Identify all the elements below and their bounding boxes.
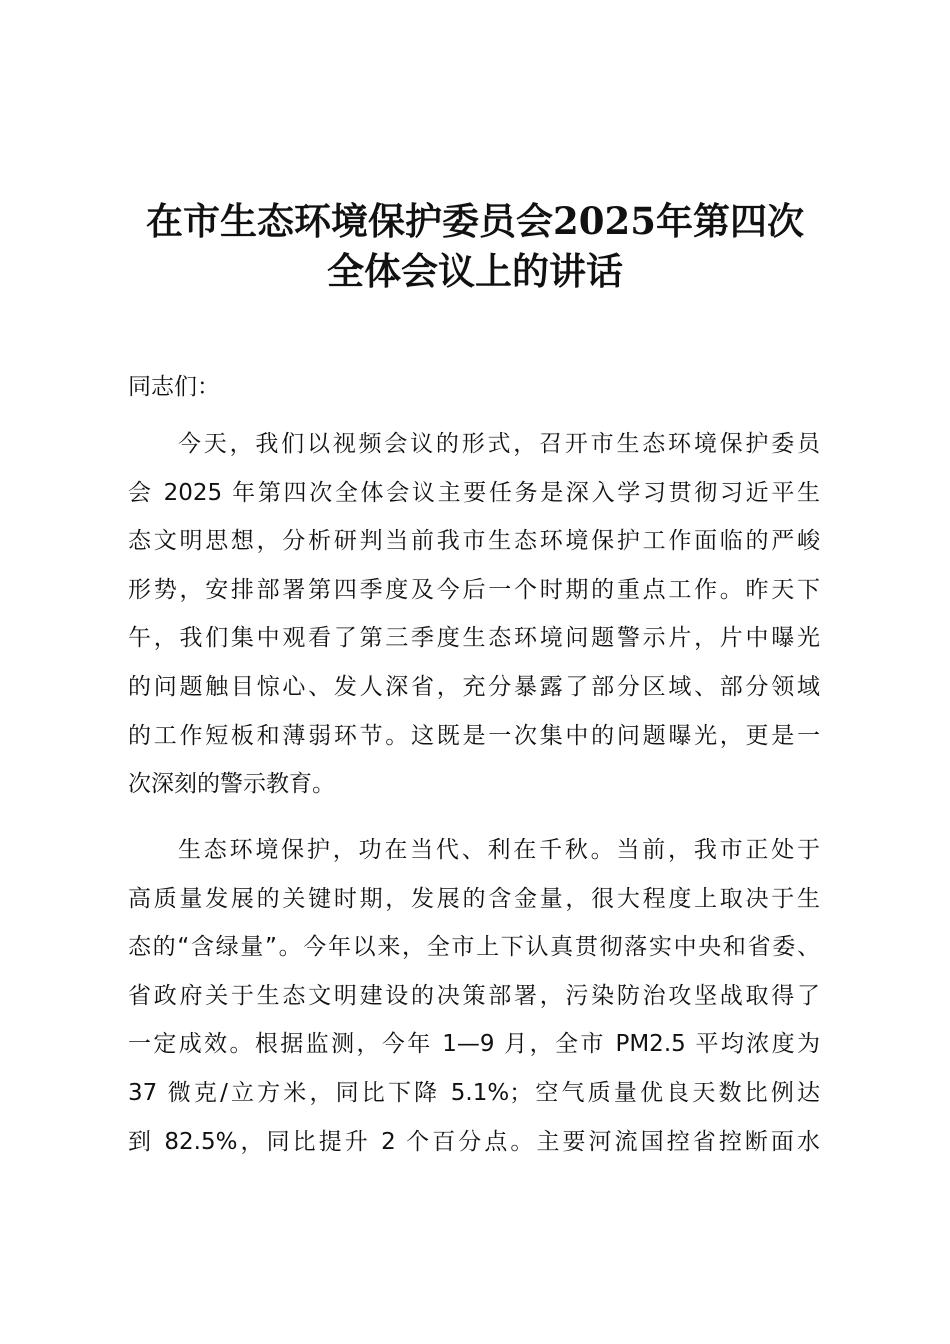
document-title-line-2: 全体会议上的讲话: [327, 249, 623, 293]
text-line: 次深刻的警示教育。: [128, 771, 335, 798]
text-line: 形势，安排部署第四季度及今后一个时期的重点工作。昨天下: [128, 576, 820, 603]
text-line: 的问题触目惊心、发人深省，充分暴露了部分区域、部分领域: [128, 673, 820, 700]
text-line: 会 2025 年第四次全体会议主要任务是深入学习贯彻习近平生: [128, 479, 820, 506]
text-line: 态文明思想，分析研判当前我市生态环境保护工作面临的严峻: [128, 528, 820, 555]
text-line: 生态环境保护，功在当代、利在千秋。当前，我市正处于: [178, 837, 820, 863]
text-line: 一定成效。根据监测，今年 1—9 月，全市 PM2.5 平均浓度为: [128, 1031, 820, 1058]
text-line: 今天，我们以视频会议的形式，召开市生态环境保护委员: [178, 431, 820, 457]
paragraph-1: [128, 420, 820, 809]
text-line: 午，我们集中观看了第三季度生态环境问题警示片，片中曝光: [128, 625, 820, 652]
text-line: 37 微克/立方米，同比下降 5.1%；空气质量优良天数比例达: [128, 1079, 820, 1106]
document-title-line-1: 在市生态环境保护委员会2025年第四次: [146, 199, 804, 243]
text-line: 到 82.5%，同比提升 2 个百分点。主要河流国控省控断面水: [128, 1128, 820, 1155]
text-line: 的工作短板和薄弱环节。这既是一次集中的问题曝光，更是一: [128, 722, 820, 749]
text-line: 高质量发展的关键时期，发展的含金量，很大程度上取决于生: [128, 885, 820, 912]
text-line: 态的“含绿量”。今年以来，全市上下认真贯彻落实中央和省委、: [128, 934, 820, 961]
salutation: 同志们：: [128, 374, 220, 400]
text-line: 省政府关于生态文明建设的决策部署，污染防治攻坚战取得了: [128, 982, 820, 1009]
paragraph-2: [128, 826, 820, 1166]
